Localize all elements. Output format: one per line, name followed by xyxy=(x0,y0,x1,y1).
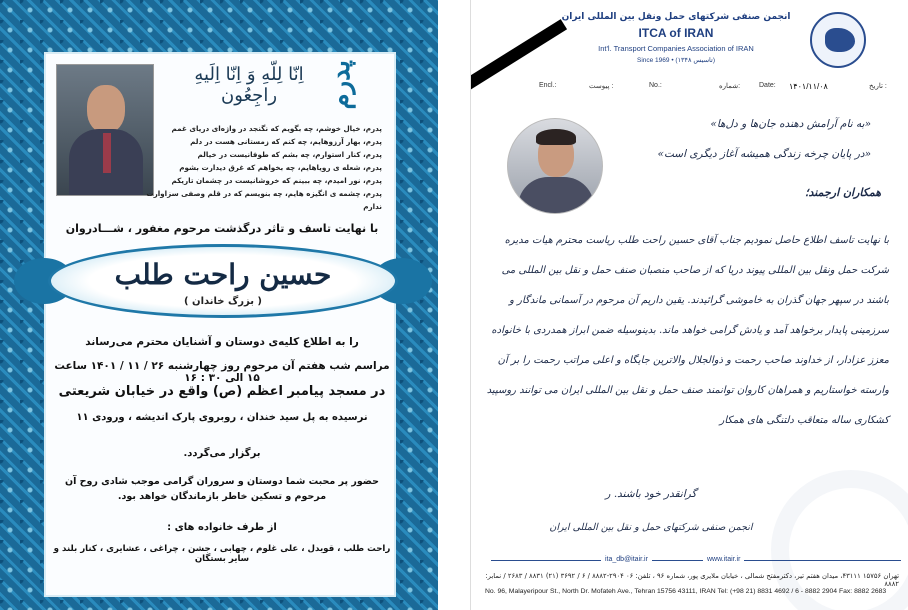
poem-line: پدرم، خیال خوشم، چه بگویم که نگنجد در واژه‌ای دریای غمم xyxy=(171,124,382,133)
deceased-photo xyxy=(56,64,154,196)
header-word: پدرم xyxy=(326,60,356,110)
letter-closing: گرانقدر خود باشند. ر xyxy=(605,488,697,500)
poem-line: پدرم، نور امیدم، چه ببینم که خروشانیست در چشمان تاریکم xyxy=(171,176,382,185)
no-label: No.: xyxy=(649,82,662,89)
poem xyxy=(146,122,382,213)
ceremony-line: مراسم شب هفتم آن مرحوم روز چهارشنبه ۲۶ / ۱۱ / ۱۴۰۱ ساعت ۱۵ الی ۳۰ : ۱۶ xyxy=(54,360,390,384)
poem-line: پدرم، کنار استوارم، چه بشم که طوفانیست در خیالم xyxy=(197,150,382,159)
footer-divider xyxy=(491,560,901,561)
poem-line: پدرم، چشمه ی انگیزه هایم، چه بنویسم که در قلم وصفی سزاوارت ندارم xyxy=(146,189,382,211)
letter-meta xyxy=(531,82,901,96)
announce-line: را به اطلاع کلیه‌ی دوستان و آشنایان محترم می‌رساند xyxy=(85,336,359,348)
encl-label: Encl.: xyxy=(539,82,557,89)
date-label: Date: xyxy=(759,82,776,89)
date-value: ۱۴۰۱/۱۱/۰۸ xyxy=(789,82,828,91)
footer-address-en: No. 96, Malayeripour St., North Dr. Mofateh Ave., Tehran 15756 43111, IRAN Tel: (+98 21) 8831 4692 / 6 - 8882 2904 Fax: 8882 2683 xyxy=(485,588,887,595)
org-name-fa: انجمن صنفی شرکتهای حمل ونقل بین المللی ایران xyxy=(561,12,791,22)
poem-line: پدرم، بهار آرزوهایم، چه کنم که زمستانی هست در دلم xyxy=(190,137,382,146)
families-line: راحت طلب ، قویدل ، علی غلوم ، چهابی ، جشن ، چراغی ، عشایری ، کنار بلند و سایر بستگان xyxy=(53,544,391,564)
footer-website-link[interactable]: www.itair.ir xyxy=(703,556,744,563)
poem-line: پدرم، شعله ی رویاهایم، چه بخواهم که غرق دیدارت بشوم xyxy=(179,163,382,172)
from-line: از طرف خانواده های : xyxy=(167,522,277,533)
itca-logo xyxy=(810,12,866,68)
org-since: Since 1969 • (تاسیس ۱۳۴۸) xyxy=(636,57,715,64)
notice-panel xyxy=(44,52,396,597)
name-subtitle: ( بزرگ خاندان ) xyxy=(183,296,262,307)
name-plaque xyxy=(6,240,440,322)
condolence-letter xyxy=(470,0,908,610)
held-line: برگزار می‌گردد. xyxy=(183,448,261,459)
opening-verse: «به نام آرامش دهنده جان‌ها و دل‌ها» xyxy=(710,118,871,130)
address-line: نرسیده به پل سید خندان ، روبروی پارک اندیشه ، ورودی ۱۱ xyxy=(76,412,368,423)
deceased-name: حسین راحت طلب xyxy=(114,258,332,291)
thanks-line: حضور پر محبت شما دوستان و سروران گرامی موجب شادی روح آن مرحوم و تسکین خاطر بازماندگان خواهد بود. xyxy=(64,476,379,502)
memorial-notice xyxy=(0,0,438,610)
encl-label-fa: پیوست : xyxy=(589,83,614,90)
opening-quote: «در پایان چرخه زندگی همیشه آغاز دیگری است» xyxy=(657,148,871,160)
date-label-fa: تاریخ : xyxy=(869,83,887,90)
org-name-short: ITCA of IRAN xyxy=(638,26,714,40)
deceased-portrait xyxy=(507,118,603,214)
no-label-fa: شماره: xyxy=(719,83,741,90)
quran-verse: اِنّا لِلّهِ وَ اِنّا اِلَیهِ راجِعُون xyxy=(194,64,304,106)
letter-body: با نهایت تاسف اطلاع حاصل نمودیم جناب آقای حسین راحت طلب ریاست محترم هیات مدیره شرکت حمل ونقل بین المللی پیوند دریا که از صاحب منصبان صنف حمل و نقل بین المللی می باشند در سپهر جهان گذران به خاموشی گرائیدند. یقین داریم آن مرحوم در آسمانی ماندگار و سرزمینی پایدار برخواهد آمد و یادش گرامی خواهد ماند. بدینوسیله ضمن ابراز همدردی با خانواده معزز عزادار، از خداوند صاحب رحمت و ذوالجلال والاترین جایگاه و اعلی مراتب رحمت را بر آن وارسته خواستاریم و همراهان کاروان توانمند صنف حمل و نقل بین المللی ایران می توانند روسپید کشکاری ساله متعاقب دلتنگی های همکار xyxy=(486,235,889,426)
salutation: همکاران ارجمند؛ xyxy=(805,186,881,199)
intro-line: با نهایت تاسف و تاثر درگذشت مرحوم مغفور ، شـــادروان xyxy=(65,222,379,235)
signature: انجمن صنفی شرکتهای حمل و نقل بین المللی ایران xyxy=(549,522,753,533)
mosque-line: در مسجد پیامبر اعظم (ص) واقع در خیابان شریعتی xyxy=(58,384,386,399)
footer-address-fa: تهران ۱۵۷۵۶ ۴۳۱۱۱، میدان هفتم تیر، دکترمفتح شمالی ، خیابان ملایری پور، شماره ۹۶ ، تلفن: ۰۶ ۲۹۰۴-۸۸۸۲ / ۶ / ۳۶۹۲ (۲۱) ۸۸۳۱ / ۲۶۸۳ / نمابر: ۸۸۸۲ xyxy=(485,572,899,588)
org-name-en: Int'l. Transport Companies Association of IRAN xyxy=(598,44,754,53)
footer-email-link[interactable]: ita_db@itair.ir xyxy=(601,556,652,563)
